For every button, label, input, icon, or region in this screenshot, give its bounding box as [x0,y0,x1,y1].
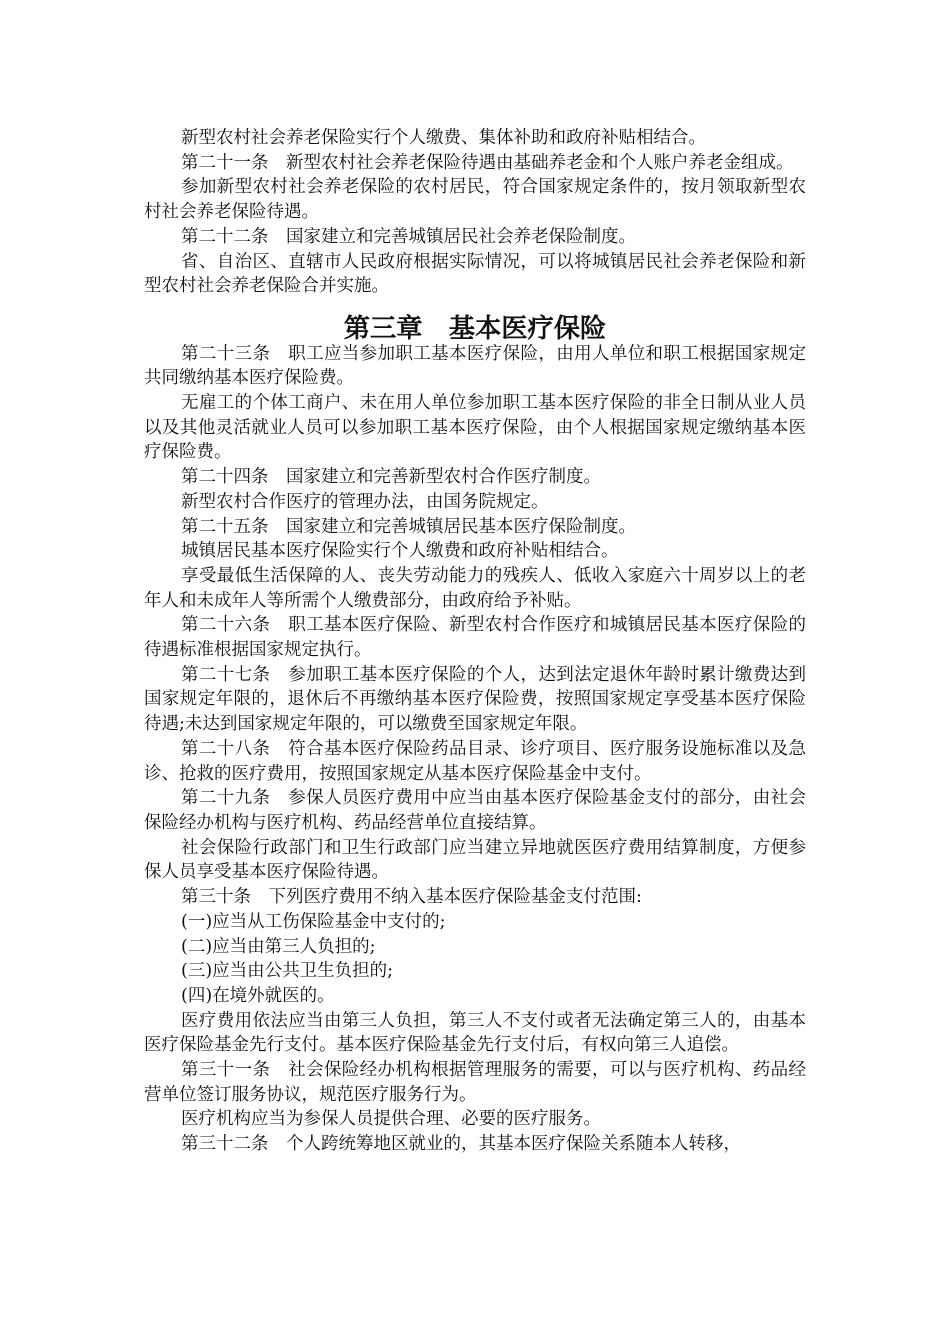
document-page [144,126,806,1157]
article-31: 第三十一条 社会保险经办机构根据管理服务的需要，可以与医疗机构、药品经营单位签订服务协议，规范医疗服务行为。 [144,1060,806,1105]
list-item: (三)应当由公共卫生负担的; [181,961,394,982]
article-27: 第二十七条 参加职工基本医疗保险的个人，达到法定退休年龄时累计缴费达到国家规定年限的，退休后不再缴纳基本医疗保险费，按照国家规定享受基本医疗保险待遇;未达到国家规定年限的，可以缴费至国家规定年限。 [144,664,806,735]
paragraph: 社会保险行政部门和卫生行政部门应当建立异地就医医疗费用结算制度，方便参保人员享受基本医疗保险待遇。 [144,837,806,883]
article-23: 第二十三条 职工应当参加职工基本医疗保险，由用人单位和职工根据国家规定共同缴纳基本医疗保险费。 [144,343,806,389]
list-item: (一)应当从工伤保险基金中支付的; [181,911,446,932]
paragraph: 新型农村合作医疗的管理办法，由国务院规定。 [181,491,549,512]
article-32: 第三十二条 个人跨统筹地区就业的，其基本医疗保险关系随本人转移， [181,1134,741,1155]
article-26: 第二十六条 职工基本医疗保险、新型农村合作医疗和城镇居民基本医疗保险的待遇标准根据国家规定执行。 [144,615,806,661]
paragraph: 省、自治区、直辖市人民政府根据实际情况，可以将城镇居民社会养老保险和新型农村社会养老保险合并实施。 [144,251,806,297]
article-22: 第二十二条 国家建立和完善城镇居民社会养老保险制度。 [181,226,636,247]
paragraph: 参加新型农村社会养老保险的农村居民，符合国家规定条件的，按月领取新型农村社会养老保险待遇。 [144,177,806,223]
article-28: 第二十八条 符合基本医疗保险药品目录、诊疗项目、医疗服务设施标准以及急诊、抢救的医疗费用，按照国家规定从基本医疗保险基金中支付。 [144,738,806,784]
article-24: 第二十四条 国家建立和完善新型农村合作医疗制度。 [181,467,601,488]
article-21: 第二十一条 新型农村社会养老保险待遇由基础养老金和个人账户养老金组成。 [181,152,794,173]
article-30: 第三十条 下列医疗费用不纳入基本医疗保险基金支付范围: [181,887,642,908]
list-item: (二)应当由第三人负担的; [181,936,376,957]
paragraph: 医疗机构应当为参保人员提供合理、必要的医疗服务。 [181,1109,601,1130]
paragraph: 医疗费用依法应当由第三人负担，第三人不支付或者无法确定第三人的，由基本医疗保险基金先行支付。基本医疗保险基金先行支付后，有权向第三人追偿。 [144,1010,806,1056]
paragraph: 享受最低生活保障的人、丧失劳动能力的残疾人、低收入家庭六十周岁以上的老年人和未成年人等所需个人缴费部分，由政府给予补贴。 [144,565,806,611]
chapter-title: 第三章 基本医疗保险 [343,312,607,344]
paragraph: 城镇居民基本医疗保险实行个人缴费和政府补贴相结合。 [181,541,619,562]
article-29: 第二十九条 参保人员医疗费用中应当由基本医疗保险基金支付的部分，由社会保险经办机构与医疗机构、药品经营单位直接结算。 [144,788,806,833]
paragraph: 新型农村社会养老保险实行个人缴费、集体补助和政府补贴相结合。 [181,128,706,148]
article-25: 第二十五条 国家建立和完善城镇居民基本医疗保险制度。 [181,516,636,537]
paragraph: 无雇工的个体工商户、未在用人单位参加职工基本医疗保险的非全日制从业人员以及其他灵活就业人员可以参加职工基本医疗保险，由个人根据国家规定缴纳基本医疗保险费。 [144,393,806,463]
list-item: (四)在境外就医的。 [181,985,335,1006]
